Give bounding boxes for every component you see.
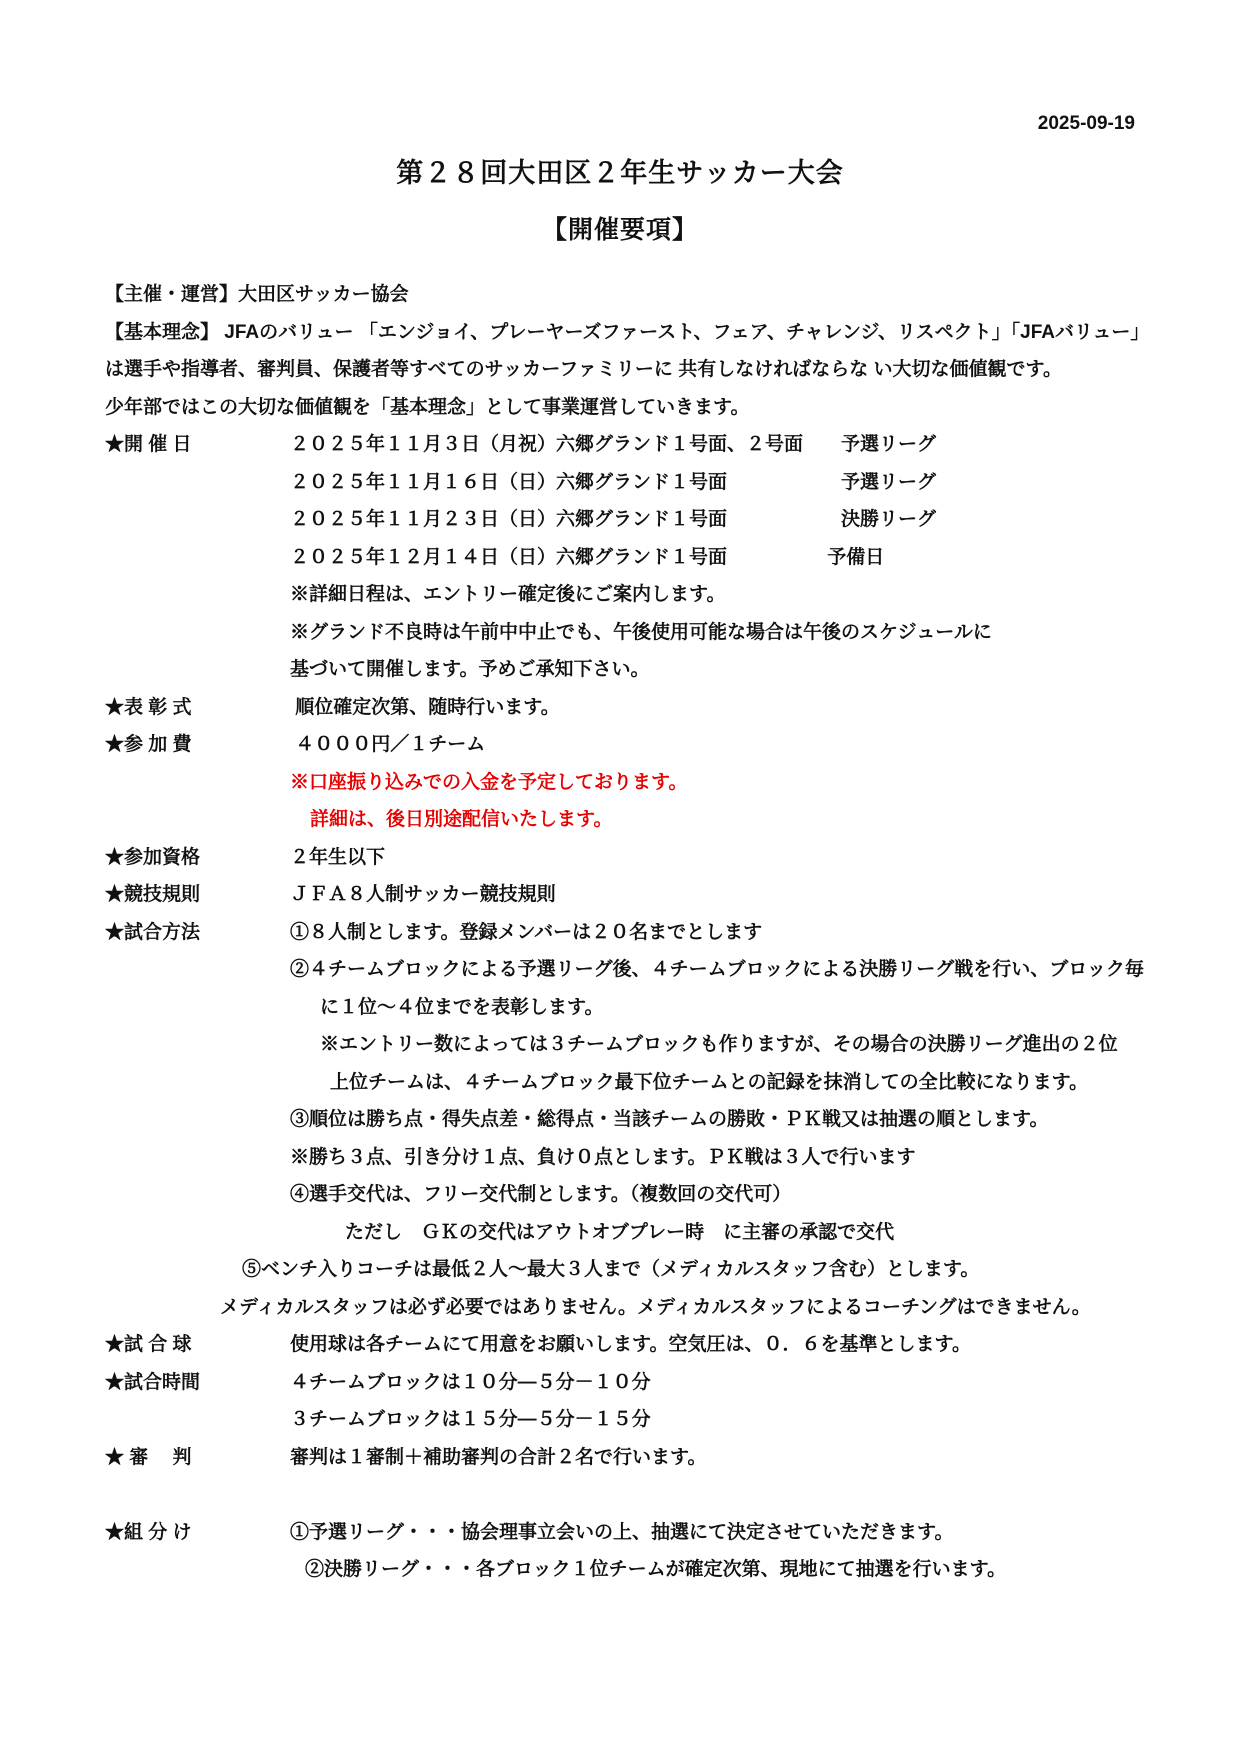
line-text: ＪＦＡ８人制サッカー競技規則 (290, 884, 556, 905)
line-text: ２０２５年１１月１６日（日）六郷グランド１号面 予選リーグ (290, 471, 937, 493)
document-line (105, 1551, 1135, 1589)
document-line (105, 1176, 1135, 1214)
document-line (105, 726, 1135, 764)
section-label: ★試合方法 (105, 921, 201, 943)
document-subtitle: 【開催要項】 (541, 216, 698, 244)
line-text: ２年生以下 (290, 846, 386, 868)
line-text: 少年部ではこの大切な価値観を「基本理念」として事業運営していきます。 (105, 396, 750, 418)
document-line (105, 989, 1135, 1027)
line-text: ③順位は勝ち点・得失点差・総得点・当該チームの勝敗・ＰＫ戦又は抽選の順とします。 (290, 1109, 1049, 1130)
line-text: ②決勝リーグ・・・各ブロック１位チームが確定次第、現地にて抽選を行います。 (305, 1559, 1007, 1580)
section-label: ★参加資格 (105, 846, 201, 868)
line-text: ２０２５年１１月３日（月祝）六郷グランド１号面、２号面 予選リーグ (290, 434, 937, 455)
document-line (105, 464, 1135, 502)
line-text: 【基本理念】 JFAのバリュー 「エンジョイ、プレーヤーズファースト、フェア、チャレンジ、リスペクト」「JFAバリュー」 (105, 321, 1150, 343)
document-line (105, 951, 1144, 989)
document-line (105, 876, 1135, 914)
line-text: ４チームブロックは１０分—５分－１０分 (290, 1371, 651, 1393)
line-text: ３チームブロックは１５分—５分－１５分 (290, 1409, 651, 1430)
document-line (105, 1476, 1135, 1514)
document-line (105, 839, 1135, 877)
line-text: ただし ＧＫの交代はアウトオブプレー時 に主審の承認で交代 (345, 1221, 895, 1243)
document-date: 2025-09-19 (1037, 113, 1135, 134)
line-text: ４０００円／１チーム (290, 734, 486, 755)
line-text: ※口座振り込みでの入金を予定しております。 (290, 771, 688, 793)
document-line (105, 914, 1135, 952)
line-text: 【主催・運営】大田区サッカー協会 (105, 284, 409, 305)
line-text: ※勝ち３点、引き分け１点、負け０点とします。ＰＫ戦は３人で行います (290, 1146, 916, 1168)
line-text: ①予選リーグ・・・協会理事立会いの上、抽選にて決定させていただきます。 (290, 1521, 954, 1543)
line-text: ④選手交代は、フリー交代制とします。（複数回の交代可） (290, 1184, 792, 1205)
line-text: に１位～４位までを表彰します。 (320, 996, 604, 1018)
document-line (105, 1439, 1135, 1477)
document-line (105, 426, 1135, 464)
document-line (105, 1026, 1135, 1064)
line-text: ②４チームブロックによる予選リーグ後、４チームブロックによる決勝リーグ戦を行い、ブロック毎 (290, 959, 1144, 980)
document-line (105, 1364, 1135, 1402)
section-label: ★組 分 け (105, 1521, 192, 1543)
line-text: ①８人制とします。登録メンバーは２０名までとします (290, 921, 763, 943)
section-label: ★試合時間 (105, 1371, 201, 1393)
document-line (105, 1101, 1135, 1139)
document-line (105, 1251, 1135, 1289)
document-line (105, 1514, 1135, 1552)
document-line (105, 614, 1135, 652)
section-label: ★開 催 日 (105, 434, 192, 455)
line-text: ※詳細日程は、エントリー確定後にご案内します。 (290, 584, 726, 605)
document-line (105, 501, 1135, 539)
document-line (105, 1064, 1135, 1102)
document-body (105, 276, 1150, 1589)
document-line (105, 389, 1135, 427)
line-text: 基づいて開催します。予めご承知下さい。 (290, 659, 650, 680)
line-text: 上位チームは、４チームブロック最下位チームとの記録を抹消しての全比較になります。 (330, 1071, 1089, 1093)
document-line (105, 576, 1135, 614)
document-line (105, 651, 1135, 689)
document-line (105, 1326, 1135, 1364)
line-text: ２０２５年１１月２３日（日）六郷グランド１号面 決勝リーグ (290, 509, 937, 530)
section-label: ★参 加 費 (105, 734, 192, 755)
document-line (105, 1139, 1135, 1177)
line-text: 審判は１審制＋補助審判の合計２名で行います。 (290, 1446, 707, 1468)
line-text: ⑤ベンチ入りコーチは最低２人～最大３人まで（メディカルスタッフ含む）とします。 (242, 1259, 980, 1280)
line-text: ※グランド不良時は午前中中止でも、午後使用可能な場合は午後のスケジュールに (290, 621, 992, 643)
document-title: 第２８回大田区２年生サッカー大会 (396, 158, 844, 188)
document-line (105, 314, 1150, 352)
document-line (105, 276, 1135, 314)
line-text: ２０２５年１２月１４日（日）六郷グランド１号面 予備日 (290, 546, 885, 568)
line-text: メディカルスタッフは必ず必要ではありません。メディカルスタッフによるコーチングはできません。 (220, 1296, 1091, 1318)
section-label: ★ 審 判 (105, 1446, 192, 1468)
document-line (105, 689, 1135, 727)
line-text: 詳細は、後日別途配信いたします。 (310, 809, 613, 830)
document-line (105, 1401, 1135, 1439)
document-line (105, 801, 1135, 839)
section-label: ★競技規則 (105, 884, 201, 905)
line-text: ※エントリー数によっては３チームブロックも作りますが、その場合の決勝リーグ進出の２位 (320, 1034, 1118, 1055)
section-label: ★試 合 球 (105, 1334, 192, 1355)
line-text: 順位確定次第、随時行います。 (290, 696, 560, 718)
line-text: は選手や指導者、審判員、保護者等すべてのサッカーファミリーに 共有しなければならな い大切な価値観です。 (105, 359, 1062, 380)
document-line (105, 764, 1135, 802)
document-line (105, 539, 1135, 577)
section-label: ★表 彰 式 (105, 696, 192, 718)
document-line (105, 1289, 1135, 1327)
document-line (105, 351, 1135, 389)
document-line (105, 1214, 1135, 1252)
line-text: 使用球は各チームにて用意をお願いします。空気圧は、０．６を基準とします。 (290, 1334, 971, 1355)
